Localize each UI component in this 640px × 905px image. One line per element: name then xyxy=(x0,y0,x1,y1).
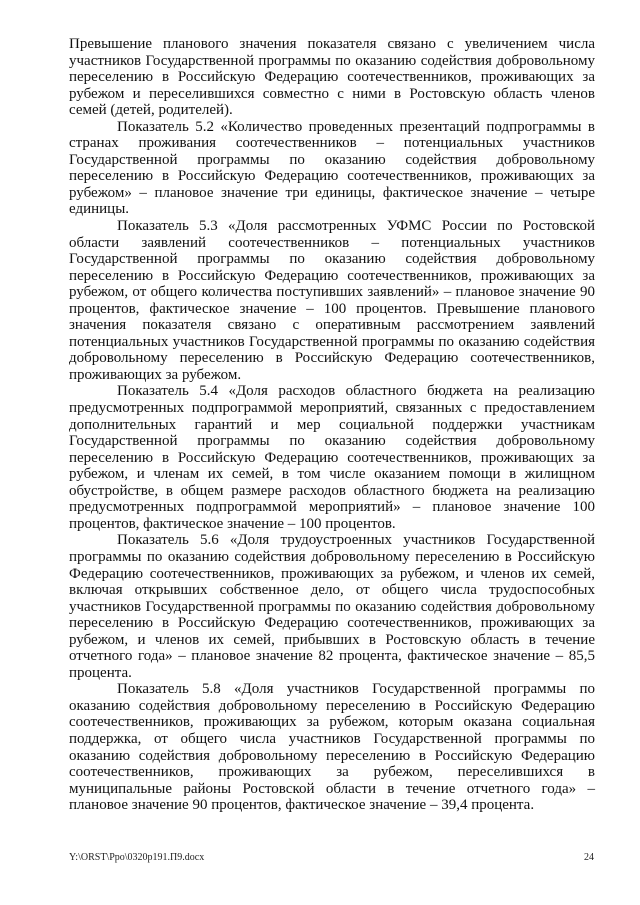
page-number: 24 xyxy=(584,852,594,863)
paragraph-indicator-5-4: Показатель 5.4 «Доля расходов областного бюджета на реализацию предусмотренных подпрограммой мероприятий, связанных с предоставлением дополнительных гарантий и мер социальной поддержки участникам Государственной программы по оказанию содействия добровольному переселению в Российскую Федерацию соотечественников, проживающих за рубежом, и членам их семей, в том числе оказанием помощи в жилищном обустройстве, в общем размере расходов областного бюджета на реализацию предусмотренных подпрограммой мероприятий» – плановое значение 100 процентов, фактическое значение – 100 процентов. xyxy=(69,383,595,532)
file-path: Y:\ORST\Ppo\0320p191.П9.docx xyxy=(69,852,205,863)
paragraph-indicator-5-3: Показатель 5.3 «Доля рассмотренных УФМС России по Ростовской области заявлений соотечественников – потенциальных участников Государственной программы по оказанию содействия добровольному переселению в Российскую Федерацию соотечественников, проживающих за рубежом, от общего количества поступивших заявлений» – плановое значение 90 процентов, фактическое значение – 100 процентов. Превышение планового значения показателя связано с оперативным рассмотрением заявлений потенциальных участников Государственной программы по оказанию содействия добровольному переселению в Российскую Федерацию соотечественников, проживающих за рубежом. xyxy=(69,218,595,383)
paragraph-continuation: Превышение планового значения показателя связано с увеличением числа участников Государственной программы по оказанию содействия добровольному переселению в Российскую Федерацию соотечественников, проживающих за рубежом и переселившихся совместно с ними в Ростовскую область членов семей (детей, родителей). xyxy=(69,36,595,119)
paragraph-indicator-5-2: Показатель 5.2 «Количество проведенных презентаций подпрограммы в странах проживания соотечественников – потенциальных участников Государственной программы по оказанию содействия добровольному переселению в Российскую Федерацию соотечественников, проживающих за рубежом» – плановое значение три единицы, фактическое значение – четыре единицы. xyxy=(69,118,595,218)
document-body xyxy=(69,36,595,814)
paragraph-indicator-5-8: Показатель 5.8 «Доля участников Государственной программы по оказанию содействия добровольному переселению в Российскую Федерацию соотечественников, проживающих за рубежом, которым оказана социальная поддержка, от общего числа участников Государственной программы по оказанию содействия добровольному переселению в Российскую Федерацию соотечественников, проживающих за рубежом, переселившихся в муниципальные районы Ростовской области в течение отчетного года» – плановое значение 90 процентов, фактическое значение – 39,4 процента. xyxy=(69,681,595,814)
paragraph-indicator-5-6: Показатель 5.6 «Доля трудоустроенных участников Государственной программы по оказанию содействия добровольному переселению в Российскую Федерацию соотечественников, проживающих за рубежом, и членов их семей, включая открывших собственное дело, от общего числа трудоспособных участников Государственной программы по оказанию содействия добровольному переселению в Российскую Федерацию соотечественников, проживающих за рубежом, и членов их семей, прибывших в Ростовскую область в течение отчетного года» – плановое значение 82 процента, фактическое значение – 85,5 процента. xyxy=(69,532,595,681)
